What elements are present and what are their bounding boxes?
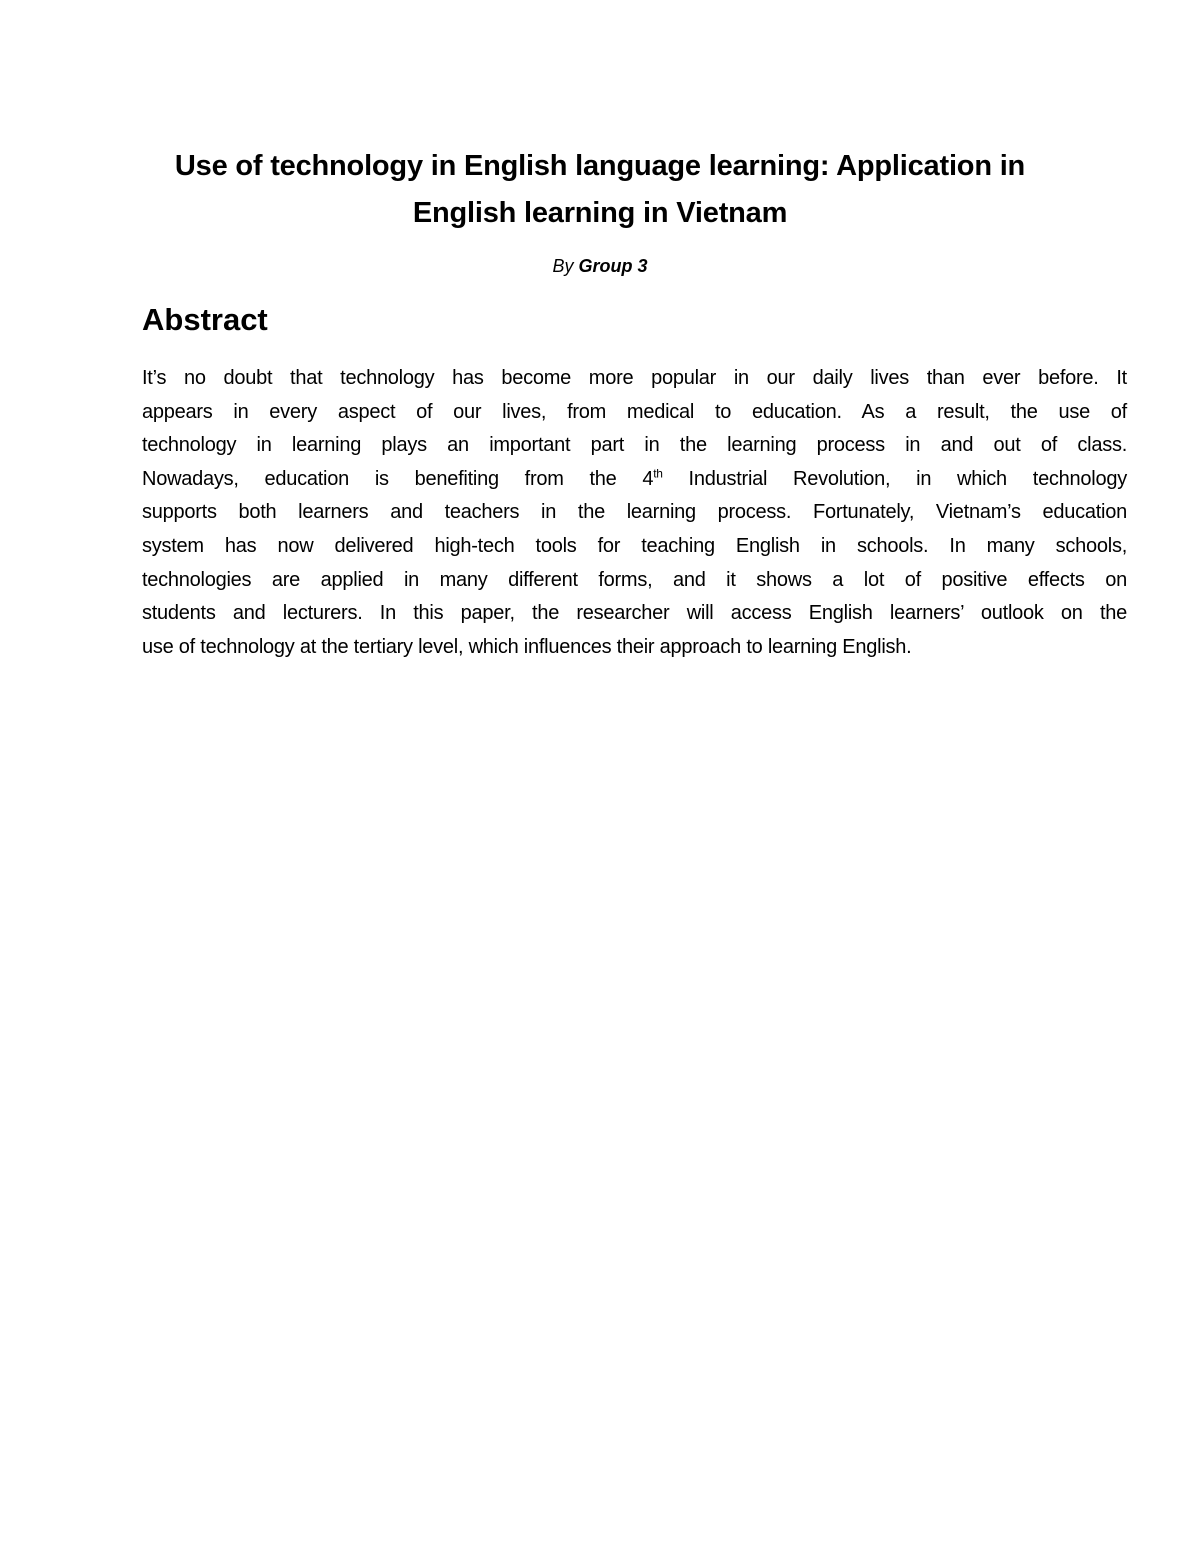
- ordinal-superscript: th: [653, 466, 663, 481]
- byline-author: Group 3: [578, 256, 648, 276]
- abstract-line-part: Industrial Revolution, in which technology: [662, 467, 1127, 490]
- abstract-paragraph: [142, 362, 1127, 664]
- abstract-line: appears in every aspect of our lives, from medical to education. As a result, the use of: [142, 400, 1127, 423]
- abstract-line: It’s no doubt that technology has become more popular in our daily lives than ever before. It: [142, 367, 1127, 389]
- abstract-line: technology in learning plays an important part in the learning process in and out of class.: [142, 434, 1127, 457]
- abstract-heading: Abstract: [142, 302, 268, 337]
- abstract-line: use of technology at the tertiary level, which influences their approach to learning English.: [142, 635, 912, 658]
- title-line-1: Use of technology in English language learning: Application in: [174, 150, 1026, 182]
- paper-title: [110, 143, 1090, 237]
- byline-prefix: By: [552, 256, 574, 276]
- abstract-line: system has now delivered high-tech tools for teaching English in schools. In many schools,: [142, 534, 1127, 557]
- abstract-line: students and lecturers. In this paper, the researcher will access English learners’ outlook on the: [142, 602, 1127, 625]
- author-byline: [110, 253, 1090, 279]
- title-line-2: English learning in Vietnam: [412, 197, 788, 229]
- abstract-line: technologies are applied in many different forms, and it shows a lot of positive effects on: [142, 568, 1127, 591]
- abstract-line-with-superscript: [142, 463, 1127, 497]
- abstract-line: supports both learners and teachers in the learning process. Fortunately, Vietnam’s education: [142, 501, 1127, 524]
- abstract-line-part: Nowadays, education is benefiting from the 4: [142, 467, 654, 490]
